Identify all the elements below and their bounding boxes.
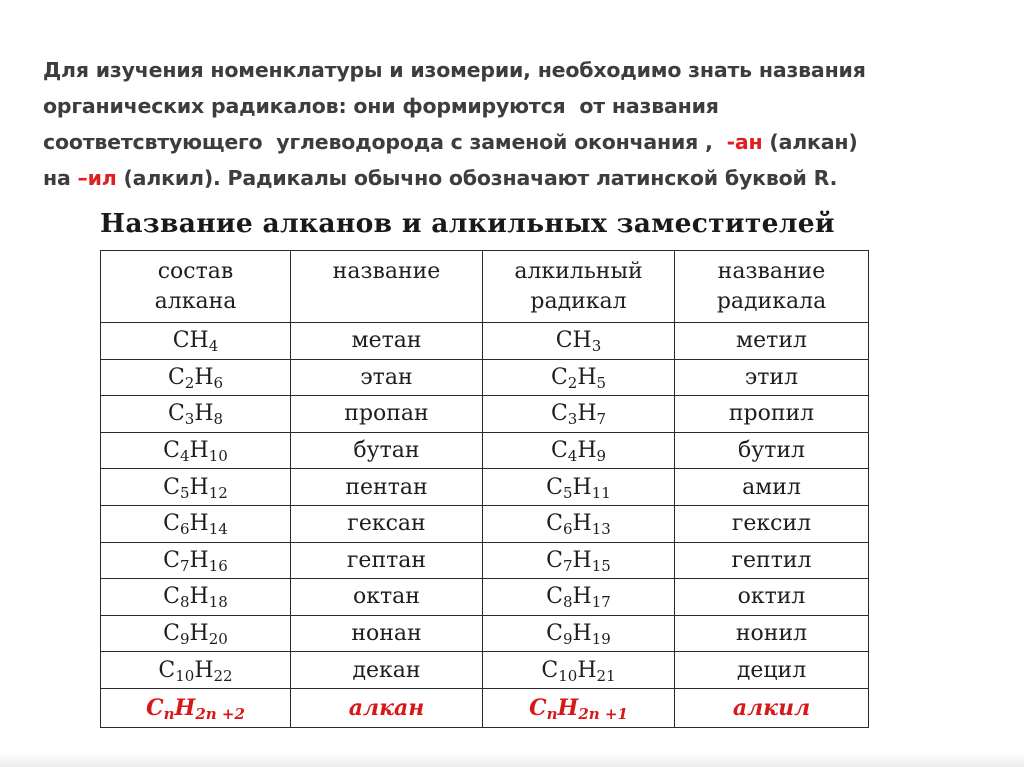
intro-line-3-end: (алкан) [762, 130, 858, 154]
formula-atom: C [546, 474, 563, 500]
table-row [101, 396, 869, 433]
formula-atom: H [572, 621, 592, 647]
formula-carbon-count: 3 [567, 410, 578, 429]
radical-name: нонил [675, 615, 869, 652]
table-row [101, 432, 869, 469]
formula-hydrogen-count: 7 [596, 410, 607, 429]
table-row [101, 359, 869, 396]
formula-hydrogen-count: 4 [208, 337, 219, 356]
formula-hydrogen-count: 5 [596, 373, 607, 392]
formula-atom: H [194, 657, 214, 683]
formula-hydrogen-count: 16 [208, 556, 228, 575]
table-title: Название алканов и алкильных заместителей [100, 208, 835, 239]
alkane-formula [101, 396, 291, 433]
formula-atom: C [529, 694, 547, 721]
formula-atom: C [163, 474, 180, 500]
formula-atom: H [572, 547, 592, 573]
formula-atom: H [189, 438, 209, 464]
header-line: состав [157, 259, 234, 284]
formula-atom: C [163, 621, 180, 647]
formula-carbon-count: 5 [563, 483, 573, 502]
formula-atom: H [189, 547, 209, 573]
formula-carbon-count: 9 [180, 630, 190, 649]
formula-carbon-count: 8 [180, 593, 190, 612]
formula-atom: C [163, 584, 180, 610]
alkane-name: бутан [291, 432, 483, 469]
formula-hydrogen-count: 17 [591, 593, 611, 612]
formula-hydrogen-count: 20 [208, 630, 228, 649]
formula-hydrogen-count: 2n +2 [195, 704, 245, 723]
alkane-name: пропан [291, 396, 483, 433]
formula-atom: H [189, 511, 209, 537]
radical-formula [483, 396, 675, 433]
formula-atom: C [167, 364, 185, 390]
alkane-formula [101, 469, 291, 506]
formula-atom: C [163, 547, 180, 573]
radical-general-name: алкил [675, 688, 869, 727]
alkane-formula [101, 323, 291, 360]
formula-atom: C [546, 547, 563, 573]
formula-hydrogen-count: 14 [208, 520, 228, 539]
formula-atom: C [546, 511, 563, 537]
formula-atom: CH [555, 328, 592, 354]
table-body [101, 323, 869, 728]
radical-formula [483, 505, 675, 542]
radical-formula [483, 469, 675, 506]
alkane-general-name: алкан [291, 688, 483, 727]
alkane-formula [101, 432, 291, 469]
header-line: алкильный [514, 259, 643, 284]
radical-name: бутил [675, 432, 869, 469]
radical-name: метил [675, 323, 869, 360]
formula-carbon-count: 10 [558, 666, 578, 685]
intro-line-3-start: соответсвтующего углеводорода с заменой окончания , [43, 130, 727, 154]
table-header-row [101, 251, 869, 323]
header-radical-name [675, 251, 869, 323]
alkane-name: пентан [291, 469, 483, 506]
radical-name: гептил [675, 542, 869, 579]
table-row [101, 652, 869, 689]
radical-name: децил [675, 652, 869, 689]
formula-atom: CH [172, 328, 209, 354]
intro-paragraph [43, 52, 1003, 196]
alkane-formula [101, 652, 291, 689]
intro-line-2: органических радикалов: они формируются от названия [43, 94, 719, 118]
formula-hydrogen-count: 15 [591, 556, 611, 575]
formula-carbon-count: n [546, 704, 558, 723]
formula-hydrogen-count: 11 [591, 483, 611, 502]
formula-carbon-count: 6 [563, 520, 573, 539]
radical-name: этил [675, 359, 869, 396]
formula-atom: C [550, 401, 568, 427]
header-line: название [332, 259, 441, 284]
header-line: название [717, 259, 826, 284]
radical-formula [483, 323, 675, 360]
intro-line-4-end: (алкил). Радикалы обычно обозначают латинской буквой R. [116, 166, 838, 190]
alkane-general-formula [101, 688, 291, 727]
formula-hydrogen-count: 12 [208, 483, 228, 502]
intro-line-3 [43, 124, 1003, 160]
alkane-name: гептан [291, 542, 483, 579]
formula-hydrogen-count: 6 [213, 373, 224, 392]
formula-carbon-count: 4 [180, 447, 190, 466]
formula-carbon-count: 6 [180, 520, 190, 539]
table-row [101, 542, 869, 579]
header-line: радикал [530, 289, 627, 314]
formula-atom: H [174, 694, 196, 721]
header-alkane-name [291, 251, 483, 323]
radical-formula [483, 652, 675, 689]
radical-general-formula [483, 688, 675, 727]
radical-name: амил [675, 469, 869, 506]
header-line: алкана [154, 289, 237, 314]
alkane-name: нонан [291, 615, 483, 652]
formula-atom: C [546, 621, 563, 647]
alkane-name: октан [291, 579, 483, 616]
suffix-an: -ан [726, 130, 763, 154]
formula-atom: C [541, 657, 559, 683]
header-alkane-composition [101, 251, 291, 323]
table-row [101, 579, 869, 616]
formula-atom: H [572, 511, 592, 537]
alkanes-table [100, 250, 869, 728]
formula-carbon-count: 2 [184, 373, 195, 392]
formula-atom: H [572, 474, 592, 500]
alkane-formula [101, 542, 291, 579]
radical-formula [483, 579, 675, 616]
formula-hydrogen-count: 13 [591, 520, 611, 539]
table-row [101, 505, 869, 542]
formula-atom: H [577, 401, 597, 427]
alkane-formula [101, 505, 291, 542]
formula-carbon-count: 2 [567, 373, 578, 392]
slide-bottom-shade [0, 753, 1024, 767]
formula-atom: H [577, 364, 597, 390]
formula-atom: H [577, 438, 597, 464]
formula-carbon-count: 8 [563, 593, 573, 612]
formula-atom: H [577, 657, 597, 683]
formula-atom: H [572, 584, 592, 610]
table-row [101, 615, 869, 652]
alkane-formula [101, 579, 291, 616]
formula-hydrogen-count: 19 [591, 630, 611, 649]
formula-hydrogen-count: 10 [208, 447, 228, 466]
radical-name: октил [675, 579, 869, 616]
formula-hydrogen-count: 22 [213, 666, 233, 685]
radical-name: пропил [675, 396, 869, 433]
formula-atom: H [189, 584, 209, 610]
formula-atom: H [189, 621, 209, 647]
alkane-name: этан [291, 359, 483, 396]
radical-formula [483, 359, 675, 396]
formula-hydrogen-count: 8 [213, 410, 224, 429]
formula-carbon-count: 7 [180, 556, 190, 575]
formula-atom: C [163, 511, 180, 537]
formula-atom: C [146, 694, 164, 721]
formula-atom: C [546, 584, 563, 610]
alkane-name: гексан [291, 505, 483, 542]
alkane-formula [101, 359, 291, 396]
radical-formula [483, 615, 675, 652]
alkane-formula [101, 615, 291, 652]
radical-formula [483, 542, 675, 579]
formula-hydrogen-count: 2n +1 [578, 704, 628, 723]
general-formula-row [101, 688, 869, 727]
formula-atom: H [194, 364, 214, 390]
header-line: радикала [716, 289, 827, 314]
table-row [101, 323, 869, 360]
formula-hydrogen-count: 9 [596, 447, 607, 466]
alkane-name: декан [291, 652, 483, 689]
formula-atom: H [194, 401, 214, 427]
intro-line-4-start: на [43, 166, 78, 190]
formula-carbon-count: 5 [180, 483, 190, 502]
formula-atom: C [550, 364, 568, 390]
formula-hydrogen-count: 21 [596, 666, 616, 685]
formula-carbon-count: 3 [184, 410, 195, 429]
formula-carbon-count: 4 [567, 447, 578, 466]
formula-hydrogen-count: 18 [208, 593, 228, 612]
radical-formula [483, 432, 675, 469]
formula-carbon-count: 10 [175, 666, 195, 685]
alkane-name: метан [291, 323, 483, 360]
formula-atom: C [167, 401, 185, 427]
suffix-il: –ил [77, 166, 117, 190]
formula-atom: C [550, 438, 568, 464]
formula-atom: H [189, 474, 209, 500]
formula-hydrogen-count: 3 [591, 337, 602, 356]
formula-carbon-count: 7 [563, 556, 573, 575]
table-row [101, 469, 869, 506]
intro-line-1: Для изучения номенклатуры и изомерии, необходимо знать названия [43, 58, 866, 82]
intro-line-4 [43, 160, 1003, 196]
header-alkyl-radical [483, 251, 675, 323]
formula-atom: C [163, 438, 180, 464]
formula-carbon-count: 9 [563, 630, 573, 649]
formula-atom: H [557, 694, 579, 721]
formula-atom: C [158, 657, 176, 683]
radical-name: гексил [675, 505, 869, 542]
formula-carbon-count: n [163, 704, 175, 723]
